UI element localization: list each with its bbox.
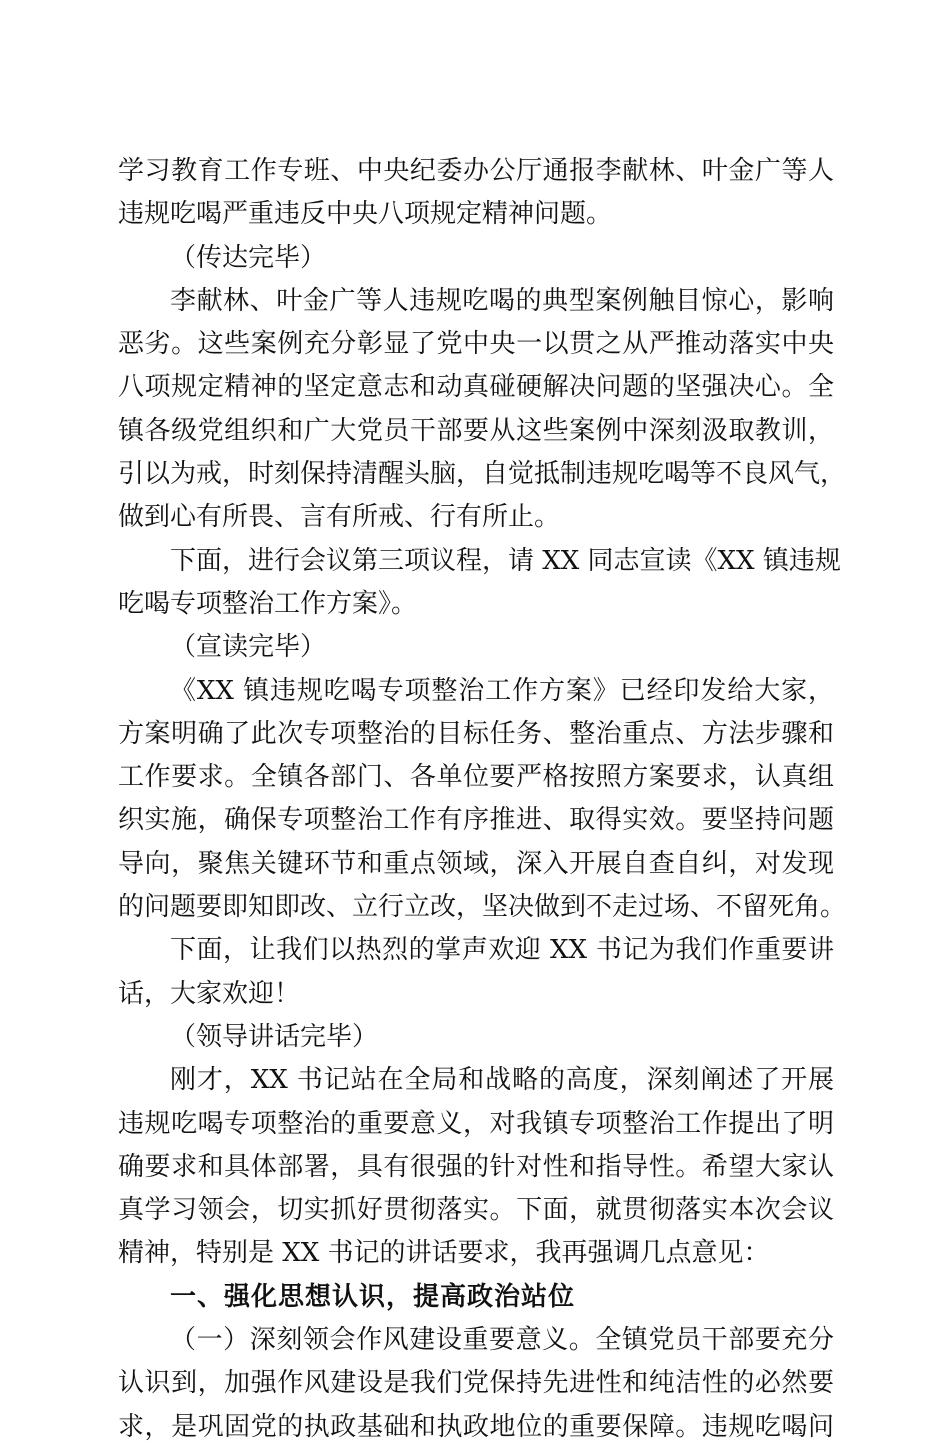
text-line: 引以为戒，时刻保持清醒头脑，自觉抵制违规吃喝等不良风气， <box>118 459 847 490</box>
text-line: 违规吃喝严重违反中央八项规定精神问题。 <box>118 199 613 230</box>
text-line: 八项规定精神的坚定意志和动真碰硬解决问题的坚强决心。全 <box>118 372 834 403</box>
text-line: 下面，让我们以热烈的掌声欢迎 XX 书记为我们作重要讲 <box>170 935 834 966</box>
text-line: 确要求和具体部署，具有很强的针对性和指导性。希望大家认 <box>118 1151 834 1182</box>
text-line: 话，大家欢迎！ <box>118 978 301 1009</box>
text-line: 吃喝专项整治工作方案》。 <box>118 588 418 619</box>
text-line: 工作要求。全镇各部门、各单位要严格按照方案要求，认真组 <box>118 762 834 793</box>
text-line: 精神，特别是 XX 书记的讲话要求，我再强调几点意见： <box>118 1238 770 1269</box>
text-line: 李献林、叶金广等人违规吃喝的典型案例触目惊心，影响 <box>170 285 834 316</box>
text-line: 镇各级党组织和广大党员干部要从这些案例中深刻汲取教训， <box>118 415 834 446</box>
text-line: 《XX 镇违规吃喝专项整治工作方案》已经印发给大家， <box>170 675 834 706</box>
text-line: （传达完毕） <box>170 242 327 273</box>
text-line: 求，是巩固党的执政基础和执政地位的重要保障。违规吃喝问 <box>118 1411 834 1442</box>
text-line: 的问题要即知即改、立行立改，坚决做到不走过场、不留死角。 <box>118 892 847 923</box>
text-line: （宣读完毕） <box>170 632 327 663</box>
text-line: 做到心有所畏、言有所戒、行有所止。 <box>118 502 561 533</box>
text-line: 认识到，加强作风建设是我们党保持先进性和纯洁性的必然要 <box>118 1368 834 1399</box>
text-line: 恶劣。这些案例充分彰显了党中央一以贯之从严推动落实中央 <box>118 329 834 360</box>
text-line: 违规吃喝专项整治的重要意义，对我镇专项整治工作提出了明 <box>118 1108 834 1139</box>
text-line: （一）深刻领会作风建设重要意义。全镇党员干部要充分 <box>170 1325 834 1356</box>
document-body <box>118 150 847 1449</box>
text-line: 方案明确了此次专项整治的目标任务、整治重点、方法步骤和 <box>118 718 834 749</box>
text-line: 真学习领会，切实抓好贯彻落实。下面，就贯彻落实本次会议 <box>118 1195 834 1226</box>
text-line: 刚才，XX 书记站在全局和战略的高度，深刻阐述了开展 <box>170 1065 834 1096</box>
section-heading: 一、强化思想认识，提高政治站位 <box>170 1281 576 1312</box>
text-line: 织实施，确保专项整治工作有序推进、取得实效。要坚持问题 <box>118 805 834 836</box>
text-line: （领导讲话完毕） <box>170 1021 379 1052</box>
text-line: 学习教育工作专班、中央纪委办公厅通报李献林、叶金广等人 <box>118 156 834 186</box>
text-line: 下面，进行会议第三项议程，请 XX 同志宣读《XX 镇违规 <box>170 545 841 576</box>
text-line: 导向，聚焦关键环节和重点领域，深入开展自查自纠，对发现 <box>118 848 834 879</box>
